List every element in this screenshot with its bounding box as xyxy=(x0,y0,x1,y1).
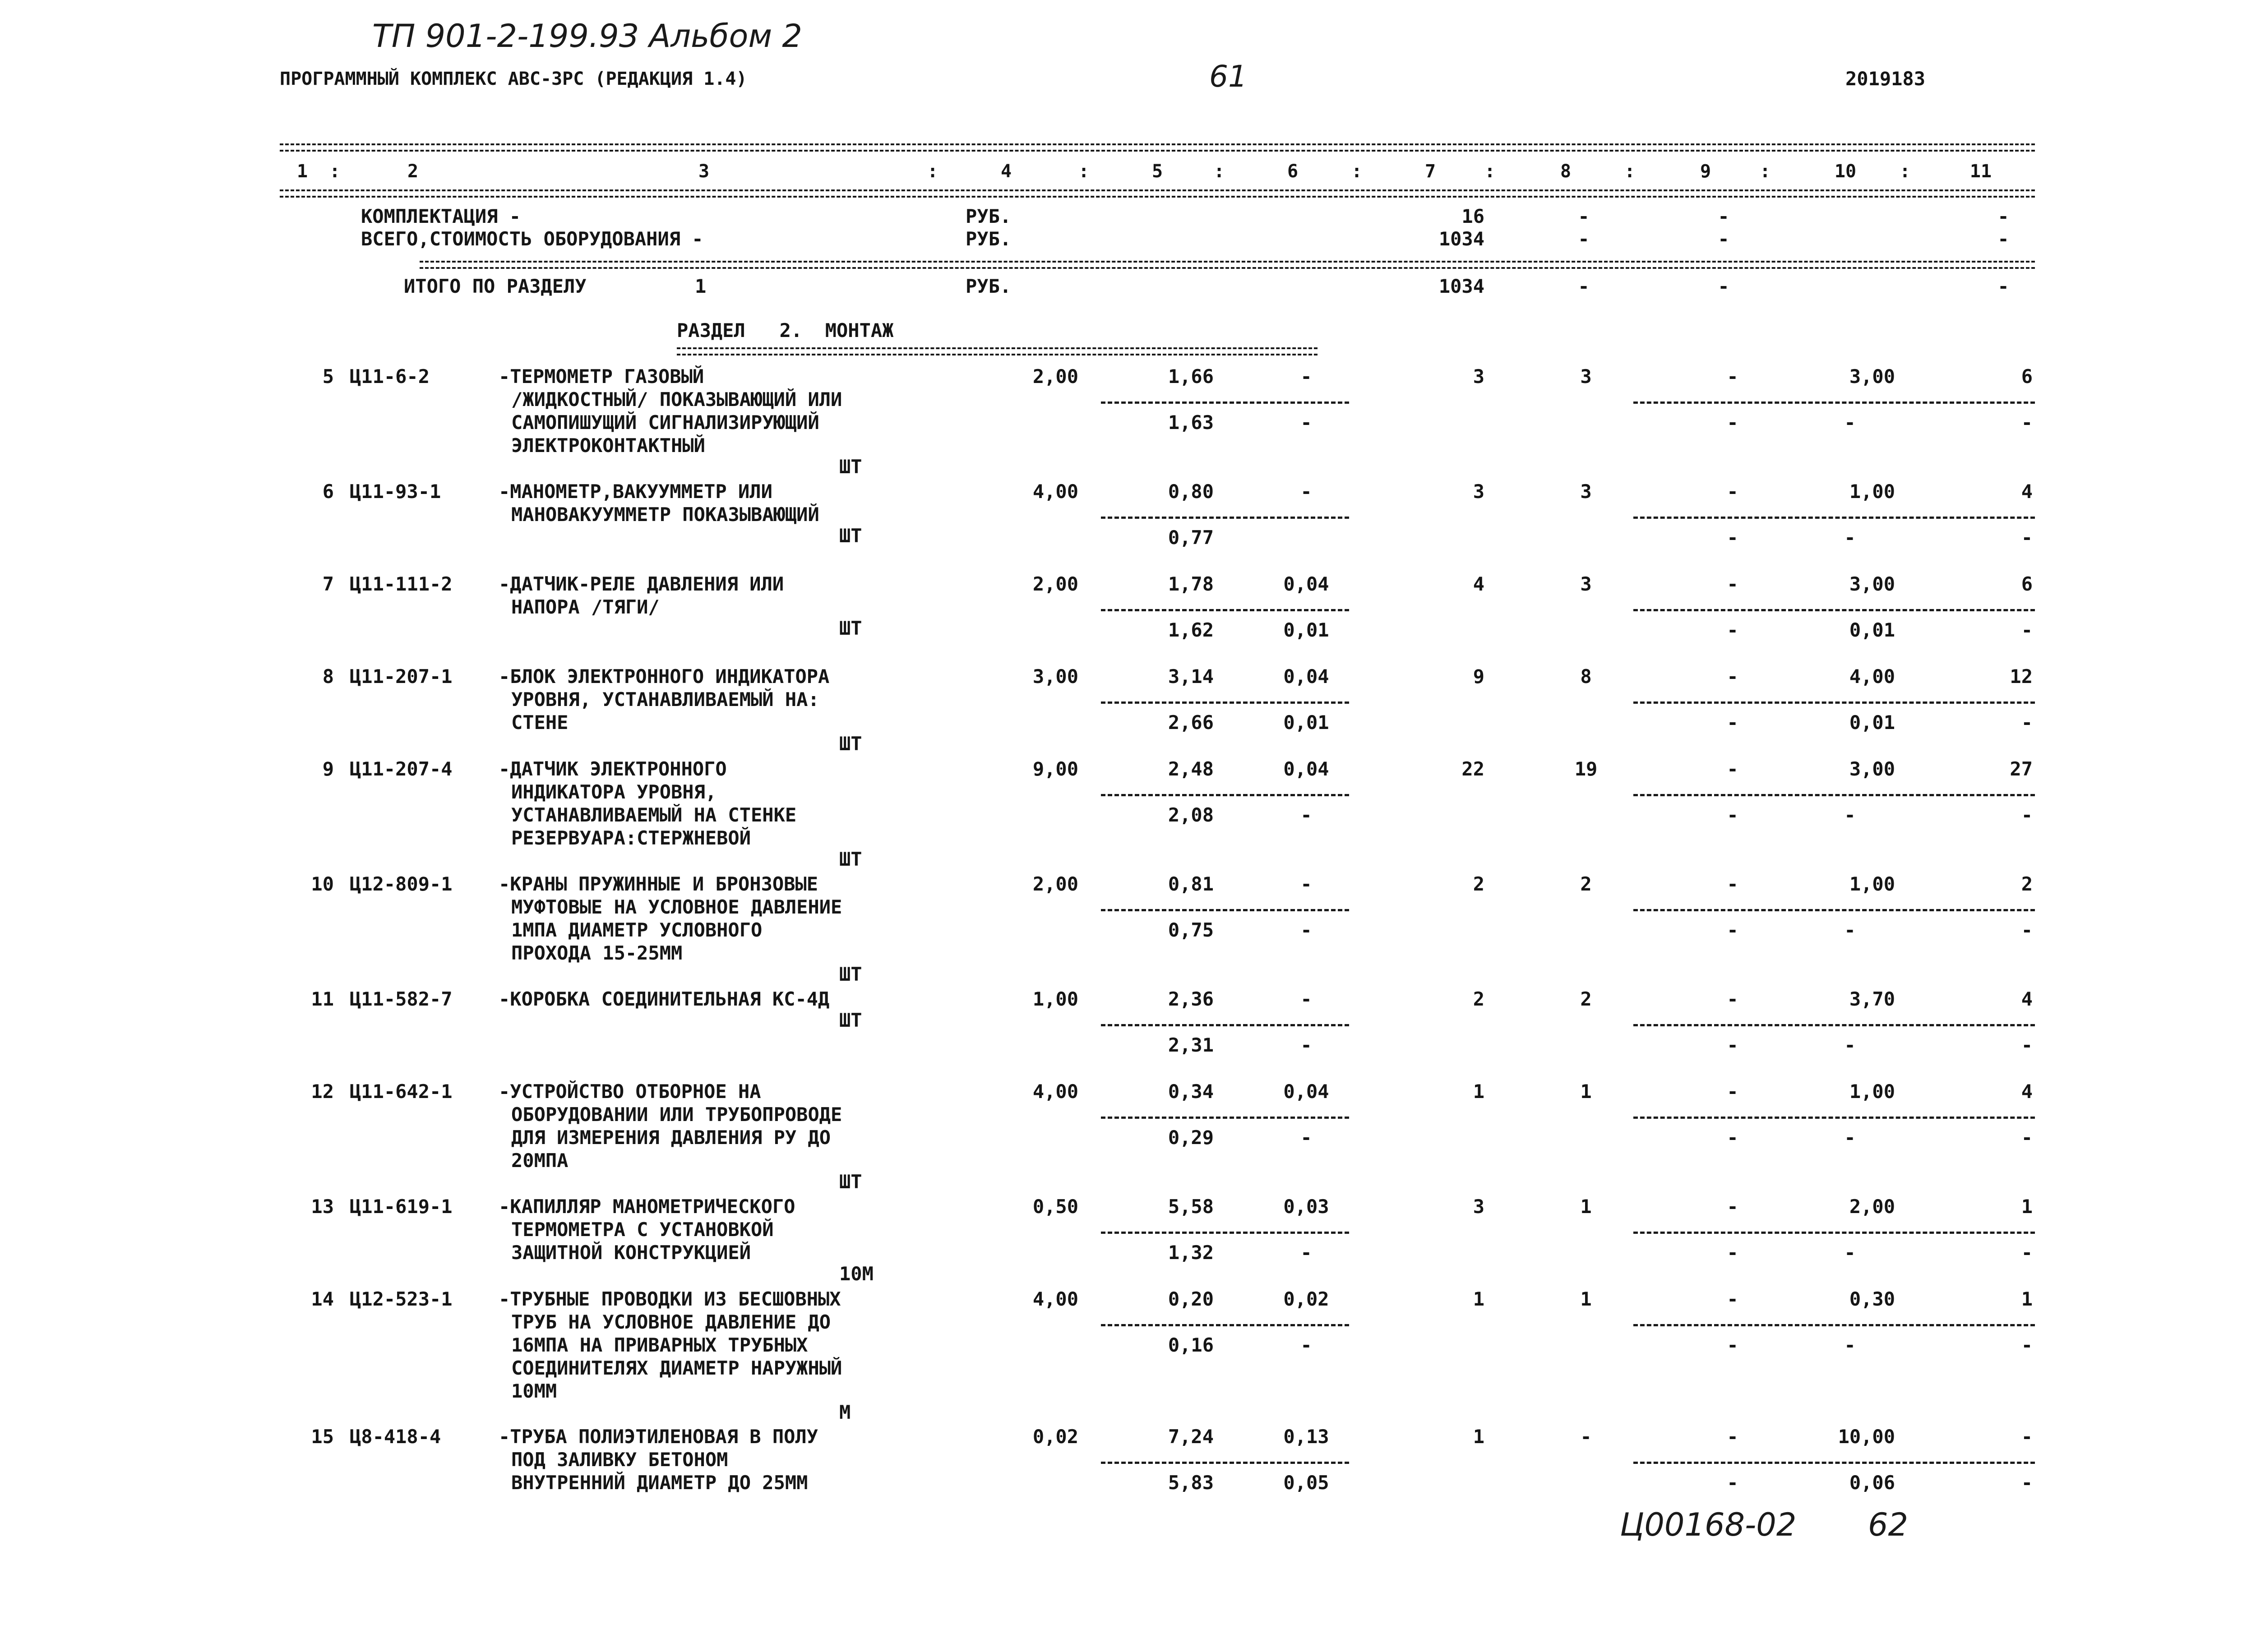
item-col9-top: - xyxy=(1727,758,1738,780)
item-number: 8 xyxy=(322,665,334,688)
item-split-rule-right xyxy=(1633,701,2035,704)
item-split-rule-left xyxy=(1101,794,1349,796)
item-split-rule-right xyxy=(1633,609,2035,611)
item-col11-bottom: - xyxy=(2021,804,2033,826)
item-quantity: 0,50 xyxy=(1032,1195,1078,1218)
item-quantity: 2,00 xyxy=(1032,873,1078,895)
item-col5-top: 0,80 xyxy=(1168,480,1214,503)
item-unit: ШТ xyxy=(839,456,862,478)
item-col11-top: 6 xyxy=(2021,365,2033,388)
item-col5-bottom: 2,31 xyxy=(1168,1034,1214,1056)
item-col11-bottom: - xyxy=(2021,1334,2033,1356)
item-col6-top: - xyxy=(1300,988,1312,1010)
item-col11-bottom: - xyxy=(2021,1241,2033,1264)
item-col9-bottom: - xyxy=(1727,1472,1738,1494)
summary-col8: - xyxy=(1578,205,1590,227)
item-col11-top: 4 xyxy=(2021,1080,2033,1103)
page-number-handwritten: 61 xyxy=(1209,59,1247,94)
column-header-2: 2 xyxy=(407,161,419,182)
item-code: Ц12-809-1 xyxy=(350,873,453,895)
item-col8: 1 xyxy=(1580,1195,1592,1218)
item-col11-bottom: - xyxy=(2021,619,2033,641)
item-description-line: -ДАТЧИК-РЕЛЕ ДАВЛЕНИЯ ИЛИ xyxy=(499,573,784,595)
column-header-7: 7 xyxy=(1424,161,1436,182)
item-description-line: УСТАНАВЛИВАЕМЫЙ НА СТЕНКЕ xyxy=(511,804,797,826)
item-description-line: ЭЛЕКТРОКОНТАКТНЫЙ xyxy=(511,434,705,457)
item-col6-bottom: - xyxy=(1300,1334,1312,1356)
header-bottom-rule xyxy=(280,189,2035,198)
column-header-separator: : xyxy=(329,161,341,182)
item-col8: 1 xyxy=(1580,1288,1592,1310)
item-split-rule-left xyxy=(1101,1462,1349,1464)
item-split-rule-right xyxy=(1633,794,2035,796)
item-col8: 3 xyxy=(1580,365,1592,388)
item-description-line: /ЖИДКОСТНЫЙ/ ПОКАЗЫВАЮЩИЙ ИЛИ xyxy=(511,388,842,411)
total-col7: 1034 xyxy=(1438,275,1484,297)
summary-unit: РУБ. xyxy=(966,228,1012,250)
summary-col11: - xyxy=(1997,205,2009,227)
item-col5-top: 0,20 xyxy=(1168,1288,1214,1310)
item-col5-bottom: 0,29 xyxy=(1168,1126,1214,1149)
item-col9-bottom: - xyxy=(1727,1126,1738,1149)
item-col7: 2 xyxy=(1473,988,1484,1010)
item-description-line: ЗАЩИТНОЙ КОНСТРУКЦИЕЙ xyxy=(511,1241,751,1264)
item-description-line: -ДАТЧИК ЭЛЕКТРОННОГО xyxy=(499,758,727,780)
item-description-line: ТРУБ НА УСЛОВНОЕ ДАВЛЕНИЕ ДО xyxy=(511,1311,831,1333)
item-code: Ц11-207-1 xyxy=(350,665,453,688)
total-col9: - xyxy=(1718,275,1729,297)
item-code: Ц11-111-2 xyxy=(350,573,453,595)
item-col5-top: 1,66 xyxy=(1168,365,1214,388)
item-split-rule-left xyxy=(1101,909,1349,911)
item-col5-bottom: 1,62 xyxy=(1168,619,1214,641)
item-description-line: ДЛЯ ИЗМЕРЕНИЯ ДАВЛЕНИЯ РУ ДО xyxy=(511,1126,831,1149)
item-description-line: СТЕНЕ xyxy=(511,711,569,734)
column-header-separator: : xyxy=(1351,161,1363,182)
item-col11-top: 1 xyxy=(2021,1195,2033,1218)
handwritten-title: ТП 901-2-199.93 Альбом 2 xyxy=(372,18,802,55)
item-quantity: 2,00 xyxy=(1032,365,1078,388)
item-split-rule-left xyxy=(1101,1117,1349,1119)
column-header-separator: : xyxy=(1078,161,1090,182)
item-description-line: -КАПИЛЛЯР МАНОМЕТРИЧЕСКОГО xyxy=(499,1195,795,1218)
item-unit: ШТ xyxy=(839,963,862,985)
column-header-1: 1 xyxy=(296,161,308,182)
summary-col7: 1034 xyxy=(1438,228,1484,250)
item-col9-bottom: - xyxy=(1727,1034,1738,1056)
item-split-rule-right xyxy=(1633,909,2035,911)
column-header-3: 3 xyxy=(698,161,710,182)
item-unit: ШТ xyxy=(839,617,862,639)
item-col9-bottom: - xyxy=(1727,619,1738,641)
item-col6-bottom: 0,01 xyxy=(1283,711,1329,734)
item-col11-top: 1 xyxy=(2021,1288,2033,1310)
item-description-line: ОБОРУДОВАНИИ ИЛИ ТРУБОПРОВОДЕ xyxy=(511,1103,842,1126)
item-col5-bottom: 1,63 xyxy=(1168,411,1214,434)
item-split-rule-right xyxy=(1633,401,2035,404)
item-description-line: МУФТОВЫЕ НА УСЛОВНОЕ ДАВЛЕНИЕ xyxy=(511,896,842,918)
item-number: 6 xyxy=(322,480,334,503)
item-split-rule-left xyxy=(1101,1232,1349,1234)
summary-label: КОМПЛЕКТАЦИЯ - xyxy=(361,205,521,227)
item-col6-top: - xyxy=(1300,873,1312,895)
item-col10-top: 10,00 xyxy=(1838,1426,1895,1448)
item-col5-top: 7,24 xyxy=(1168,1426,1214,1448)
item-split-rule-left xyxy=(1101,401,1349,404)
item-code: Ц11-582-7 xyxy=(350,988,453,1010)
item-description-line: РЕЗЕРВУАРА:СТЕРЖНЕВОЙ xyxy=(511,827,751,849)
item-col5-top: 2,36 xyxy=(1168,988,1214,1010)
item-col8: 1 xyxy=(1580,1080,1592,1103)
column-header-11: 11 xyxy=(1969,161,1992,182)
item-code: Ц11-642-1 xyxy=(350,1080,453,1103)
item-col5-top: 5,58 xyxy=(1168,1195,1214,1218)
item-col10-bottom: - xyxy=(1844,1241,1856,1264)
item-col10-top: 1,00 xyxy=(1849,1080,1895,1103)
item-split-rule-right xyxy=(1633,1324,2035,1326)
item-col5-top: 0,34 xyxy=(1168,1080,1214,1103)
summary-col9: - xyxy=(1718,205,1729,227)
item-col7: 4 xyxy=(1473,573,1484,595)
item-col5-bottom: 1,32 xyxy=(1168,1241,1214,1264)
item-col6-bottom: - xyxy=(1300,1034,1312,1056)
item-description-line: -ТРУБНЫЕ ПРОВОДКИ ИЗ БЕСШОВНЫХ xyxy=(499,1288,841,1310)
column-header-10: 10 xyxy=(1834,161,1857,182)
item-code: Ц11-619-1 xyxy=(350,1195,453,1218)
item-col9-bottom: - xyxy=(1727,526,1738,549)
item-description-line: -УСТРОЙСТВО ОТБОРНОЕ НА xyxy=(499,1080,761,1103)
item-split-rule-left xyxy=(1101,701,1349,704)
item-split-rule-right xyxy=(1633,1462,2035,1464)
item-col7: 3 xyxy=(1473,1195,1484,1218)
item-col10-bottom: - xyxy=(1844,1126,1856,1149)
item-number: 9 xyxy=(322,758,334,780)
item-col8: 3 xyxy=(1580,480,1592,503)
item-col9-top: - xyxy=(1727,988,1738,1010)
item-col9-top: - xyxy=(1727,480,1738,503)
total-section-number: 1 xyxy=(695,275,707,297)
item-col6-top: 0,03 xyxy=(1283,1195,1329,1218)
item-col11-top: 2 xyxy=(2021,873,2033,895)
item-col7: 3 xyxy=(1473,365,1484,388)
item-unit: ШТ xyxy=(839,525,862,547)
item-description-line: ИНДИКАТОРА УРОВНЯ, xyxy=(511,781,717,803)
item-description-line: -МАНОМЕТР,ВАКУУММЕТР ИЛИ xyxy=(499,480,772,503)
item-col7: 9 xyxy=(1473,665,1484,688)
item-col10-bottom: - xyxy=(1844,526,1856,549)
item-col5-bottom: 2,08 xyxy=(1168,804,1214,826)
item-quantity: 9,00 xyxy=(1032,758,1078,780)
item-col5-bottom: 2,66 xyxy=(1168,711,1214,734)
item-col11-top: 4 xyxy=(2021,480,2033,503)
item-code: Ц11-207-4 xyxy=(350,758,453,780)
item-code: Ц11-93-1 xyxy=(350,480,441,503)
item-col11-bottom: - xyxy=(2021,526,2033,549)
summary-label: ВСЕГО,СТОИМОСТЬ ОБОРУДОВАНИЯ - xyxy=(361,228,703,250)
item-quantity: 1,00 xyxy=(1032,988,1078,1010)
item-split-rule-right xyxy=(1633,1232,2035,1234)
item-code: Ц12-523-1 xyxy=(350,1288,453,1310)
item-unit: 10М xyxy=(839,1263,874,1285)
item-col5-top: 2,48 xyxy=(1168,758,1214,780)
item-col9-top: - xyxy=(1727,1426,1738,1448)
item-col9-top: - xyxy=(1727,873,1738,895)
item-col7: 2 xyxy=(1473,873,1484,895)
footer-handwritten-page: 62 xyxy=(1868,1506,1909,1543)
item-col8: 8 xyxy=(1580,665,1592,688)
item-unit: М xyxy=(839,1401,851,1423)
item-col7: 1 xyxy=(1473,1080,1484,1103)
item-col6-top: 0,04 xyxy=(1283,1080,1329,1103)
summary-col9: - xyxy=(1718,228,1729,250)
item-col7: 1 xyxy=(1473,1288,1484,1310)
item-col9-top: - xyxy=(1727,1195,1738,1218)
item-description-line: -ТРУБА ПОЛИЭТИЛЕНОВАЯ В ПОЛУ xyxy=(499,1426,818,1448)
item-col10-top: 1,00 xyxy=(1849,480,1895,503)
column-header-separator: : xyxy=(1484,161,1496,182)
item-description-line: САМОПИШУЩИЙ СИГНАЛИЗИРУЮЩИЙ xyxy=(511,411,819,434)
item-col11-top: 12 xyxy=(2010,665,2033,688)
item-split-rule-right xyxy=(1633,517,2035,519)
item-col10-top: 3,70 xyxy=(1849,988,1895,1010)
item-col11-top: 27 xyxy=(2010,758,2033,780)
item-number: 15 xyxy=(311,1426,334,1448)
item-col9-bottom: - xyxy=(1727,711,1738,734)
item-col10-bottom: 0,06 xyxy=(1849,1472,1895,1494)
doc-number: 2019183 xyxy=(1845,68,1926,90)
item-col5-bottom: 0,16 xyxy=(1168,1334,1214,1356)
item-col11-top: - xyxy=(2021,1426,2033,1448)
item-quantity: 3,00 xyxy=(1032,665,1078,688)
item-col10-bottom: 0,01 xyxy=(1849,711,1895,734)
item-col6-bottom: - xyxy=(1300,919,1312,941)
item-col9-top: - xyxy=(1727,365,1738,388)
item-col10-top: 3,00 xyxy=(1849,758,1895,780)
item-split-rule-right xyxy=(1633,1117,2035,1119)
item-col10-bottom: - xyxy=(1844,919,1856,941)
item-split-rule-left xyxy=(1101,517,1349,519)
item-description-line: ТЕРМОМЕТРА С УСТАНОВКОЙ xyxy=(511,1218,774,1241)
item-split-rule-left xyxy=(1101,609,1349,611)
item-col7: 1 xyxy=(1473,1426,1484,1448)
item-col6-top: 0,13 xyxy=(1283,1426,1329,1448)
item-unit: ШТ xyxy=(839,848,862,870)
item-description-line: 16МПА НА ПРИВАРНЫХ ТРУБНЫХ xyxy=(511,1334,808,1356)
item-description-line: -КРАНЫ ПРУЖИННЫЕ И БРОНЗОВЫЕ xyxy=(499,873,818,895)
item-col6-top: 0,04 xyxy=(1283,665,1329,688)
item-number: 10 xyxy=(311,873,334,895)
column-header-separator: : xyxy=(1900,161,1911,182)
item-number: 12 xyxy=(311,1080,334,1103)
item-col6-bottom: - xyxy=(1300,1241,1312,1264)
item-col10-top: 0,30 xyxy=(1849,1288,1895,1310)
item-col11-bottom: - xyxy=(2021,1126,2033,1149)
summary-rule xyxy=(420,261,2035,269)
item-col6-bottom: - xyxy=(1300,1126,1312,1149)
item-code: Ц11-6-2 xyxy=(350,365,430,388)
item-col10-top: 2,00 xyxy=(1849,1195,1895,1218)
item-description-line: НАПОРА /ТЯГИ/ xyxy=(511,596,660,618)
item-split-rule-right xyxy=(1633,1024,2035,1026)
item-col11-bottom: - xyxy=(2021,919,2033,941)
total-unit: РУБ. xyxy=(966,275,1012,297)
column-header-separator: : xyxy=(1214,161,1225,182)
item-col7: 3 xyxy=(1473,480,1484,503)
item-description-line: 1МПА ДИАМЕТР УСЛОВНОГО xyxy=(511,919,763,941)
item-col10-bottom: - xyxy=(1844,804,1856,826)
item-col11-bottom: - xyxy=(2021,1034,2033,1056)
item-number: 11 xyxy=(311,988,334,1010)
item-col5-bottom: 0,75 xyxy=(1168,919,1214,941)
item-col8: 19 xyxy=(1574,758,1598,780)
item-col10-top: 3,00 xyxy=(1849,573,1895,595)
column-header-8: 8 xyxy=(1560,161,1572,182)
header-top-rule xyxy=(280,143,2035,152)
item-number: 7 xyxy=(322,573,334,595)
column-header-separator: : xyxy=(927,161,938,182)
item-col6-top: 0,02 xyxy=(1283,1288,1329,1310)
item-col9-top: - xyxy=(1727,573,1738,595)
column-header-5: 5 xyxy=(1151,161,1163,182)
item-split-rule-left xyxy=(1101,1024,1349,1026)
item-split-rule-left xyxy=(1101,1324,1349,1326)
item-description-line: МАНОВАКУУММЕТР ПОКАЗЫВАЮЩИЙ xyxy=(511,503,819,526)
item-col11-bottom: - xyxy=(2021,411,2033,434)
item-col9-bottom: - xyxy=(1727,1334,1738,1356)
total-col8: - xyxy=(1578,275,1590,297)
item-col8: 3 xyxy=(1580,573,1592,595)
item-quantity: 0,02 xyxy=(1032,1426,1078,1448)
section-title-rule xyxy=(677,347,1318,355)
item-quantity: 4,00 xyxy=(1032,1288,1078,1310)
item-col6-bottom: - xyxy=(1300,411,1312,434)
item-col5-bottom: 0,77 xyxy=(1168,526,1214,549)
item-col10-top: 1,00 xyxy=(1849,873,1895,895)
item-col6-top: - xyxy=(1300,365,1312,388)
item-quantity: 4,00 xyxy=(1032,1080,1078,1103)
item-col5-top: 3,14 xyxy=(1168,665,1214,688)
summary-col7: 16 xyxy=(1461,205,1484,227)
item-col5-bottom: 5,83 xyxy=(1168,1472,1214,1494)
summary-unit: РУБ. xyxy=(966,205,1012,227)
column-header-4: 4 xyxy=(1000,161,1012,182)
item-col9-top: - xyxy=(1727,665,1738,688)
item-description-line: ПОД ЗАЛИВКУ БЕТОНОМ xyxy=(511,1449,728,1471)
item-description-line: -БЛОК ЭЛЕКТРОННОГО ИНДИКАТОРА xyxy=(499,665,830,688)
section-title: РАЗДЕЛ 2. МОНТАЖ xyxy=(677,319,894,341)
column-header-separator: : xyxy=(1760,161,1771,182)
item-description-line: СОЕДИНИТЕЛЯХ ДИАМЕТР НАРУЖНЫЙ xyxy=(511,1357,842,1379)
column-header-9: 9 xyxy=(1700,161,1711,182)
column-header-6: 6 xyxy=(1287,161,1299,182)
item-col6-bottom: 0,05 xyxy=(1283,1472,1329,1494)
item-col11-bottom: - xyxy=(2021,1472,2033,1494)
item-quantity: 4,00 xyxy=(1032,480,1078,503)
item-col8: 2 xyxy=(1580,988,1592,1010)
item-number: 13 xyxy=(311,1195,334,1218)
total-label: ИТОГО ПО РАЗДЕЛУ xyxy=(404,275,587,297)
item-col6-top: 0,04 xyxy=(1283,573,1329,595)
item-col6-bottom: - xyxy=(1300,804,1312,826)
summary-col11: - xyxy=(1997,228,2009,250)
item-description-line: -ТЕРМОМЕТР ГАЗОВЫЙ xyxy=(499,365,704,388)
item-description-line: -КОРОБКА СОЕДИНИТЕЛЬНАЯ КС-4Д xyxy=(499,988,830,1010)
program-line: ПРОГРАММНЫЙ КОМПЛЕКС АВС-3РС (РЕДАКЦИЯ 1.4) xyxy=(280,69,747,89)
summary-col8: - xyxy=(1578,228,1590,250)
item-col9-bottom: - xyxy=(1727,1241,1738,1264)
item-description-line: 20МПА xyxy=(511,1149,569,1172)
item-col10-bottom: - xyxy=(1844,411,1856,434)
item-col11-top: 6 xyxy=(2021,573,2033,595)
item-col9-bottom: - xyxy=(1727,919,1738,941)
item-col10-top: 3,00 xyxy=(1849,365,1895,388)
item-number: 5 xyxy=(322,365,334,388)
item-col6-bottom: 0,01 xyxy=(1283,619,1329,641)
item-col8: 2 xyxy=(1580,873,1592,895)
item-col10-bottom: 0,01 xyxy=(1849,619,1895,641)
item-col6-top: 0,04 xyxy=(1283,758,1329,780)
item-unit: ШТ xyxy=(839,1009,862,1031)
item-description-line: 10ММ xyxy=(511,1380,557,1402)
item-description-line: ПРОХОДА 15-25ММ xyxy=(511,942,683,964)
item-col10-bottom: - xyxy=(1844,1034,1856,1056)
item-col5-top: 0,81 xyxy=(1168,873,1214,895)
footer-handwritten-code: Ц00168-02 xyxy=(1620,1506,1797,1543)
item-quantity: 2,00 xyxy=(1032,573,1078,595)
item-description-line: УРОВНЯ, УСТАНАВЛИВАЕМЫЙ НА: xyxy=(511,688,819,711)
item-code: Ц8-418-4 xyxy=(350,1426,441,1448)
column-header-separator: : xyxy=(1624,161,1636,182)
total-col11: - xyxy=(1997,275,2009,297)
item-col9-bottom: - xyxy=(1727,804,1738,826)
item-number: 14 xyxy=(311,1288,334,1310)
item-col10-top: 4,00 xyxy=(1849,665,1895,688)
item-col9-bottom: - xyxy=(1727,411,1738,434)
item-col9-top: - xyxy=(1727,1288,1738,1310)
item-unit: ШТ xyxy=(839,1171,862,1193)
item-col8: - xyxy=(1580,1426,1592,1448)
item-col10-bottom: - xyxy=(1844,1334,1856,1356)
item-col11-top: 4 xyxy=(2021,988,2033,1010)
item-unit: ШТ xyxy=(839,733,862,755)
item-col6-top: - xyxy=(1300,480,1312,503)
item-col9-top: - xyxy=(1727,1080,1738,1103)
item-col5-top: 1,78 xyxy=(1168,573,1214,595)
item-col11-bottom: - xyxy=(2021,711,2033,734)
item-col7: 22 xyxy=(1461,758,1484,780)
item-description-line: ВНУТРЕННИЙ ДИАМЕТР ДО 25ММ xyxy=(511,1472,808,1494)
